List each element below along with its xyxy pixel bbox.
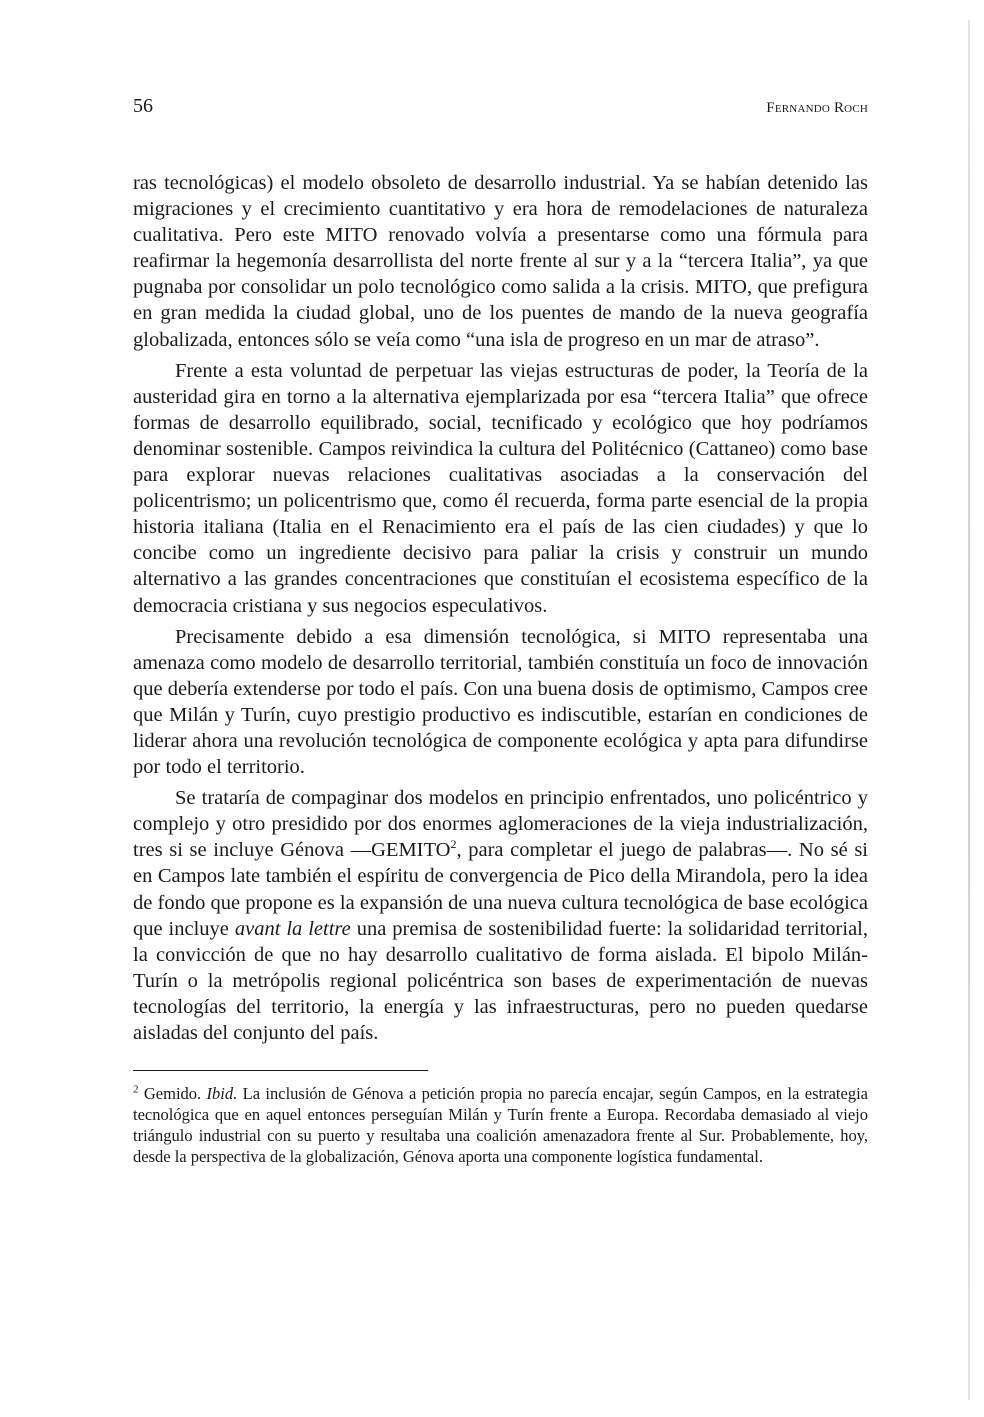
- page-edge-shadow: [968, 20, 970, 1400]
- paragraph-4-part-1: Se trataría de compaginar dos modelos en principio enfrentados, uno policéntrico y complejo y otro presidido por dos enormes aglomeraciones de la vieja industrialización, tres si se incluye Génova —GEMITO: [133, 787, 868, 862]
- paragraph-1: ras tecnológicas) el modelo obsoleto de desarrollo industrial. Ya se habían detenido las migraciones y el crecimiento cuantitativo y era hora de remodelaciones de naturaleza cualitativa. Pero este MITO renovado volvía a presentarse como una fórmula para reafirmar la hegemonía desarrollista del norte frente al sur y a la “tercera Italia”, ya que pugnaba por consolidar un polo tecnológico como salida a la crisis. MITO, que prefigura en gran medida la ciudad global, uno de los puentes de mando de la nueva geografía globalizada, entonces sólo se veía como “una isla de progreso en un mar de atraso”.: [133, 172, 868, 351]
- footnote-divider: [133, 1070, 428, 1071]
- paragraph-3: Precisamente debido a esa dimensión tecnológica, si MITO representaba una amenaza como modelo de desarrollo territorial, también constituía un foco de innovación que debería extenderse por todo el país. Con una buena dosis de optimismo, Campos cree que Milán y Turín, cuyo prestigio productivo es indiscutible, estarían en condiciones de liderar ahora una revolución tecnológica de componente ecológica y apta para difundirse por todo el territorio.: [133, 625, 868, 779]
- running-author: Fernando Roch: [766, 100, 868, 116]
- footnote-number: 2: [133, 1083, 139, 1096]
- paragraph-2: Frente a esta voluntad de perpetuar las viejas estructuras de poder, la Teoría de la austeridad gira en torno a la alternativa ejemplarizada por esa “tercera Italia” que ofrece formas de desarrollo equilibrado, social, tecnificado y ecológico que hoy podríamos denominar sostenible. Campos reivindica la cultura del Politécnico (Cattaneo) como base para explorar nuevas relaciones cualitativas asociadas a la conservación del policentrismo; un policentrismo que, como él recuerda, forma parte esencial de la propia historia italiana (Italia en el Renacimiento era el país de las cien ciudades) y que lo concibe como un ingrediente decisivo para paliar la crisis y construir un mundo alternativo a las grandes concentraciones que constituían el ecosistema específico de la democracia cristiana y sus negocios especulativos.: [133, 359, 868, 617]
- paragraph-4: [133, 785, 868, 1046]
- footnote-reference[interactable]: 2: [450, 837, 457, 852]
- running-header: [133, 95, 868, 125]
- paragraph-4-part-3: una premisa de sostenibilidad fuerte: la solidaridad territorial, la convicción de que no hay desarrollo cualitativo de forma aislada. El bipolo Milán-Turín o la metrópolis regional policéntrica son bases de experimentación de nuevas tecnologías del territorio, la energía y las infraestructuras, pero no pueden quedarse aisladas del conjunto del país.: [133, 917, 868, 1044]
- book-page: [133, 95, 868, 1167]
- paragraph-4-part-2: , para completar el juego de palabras—. No sé si en Campos late también el espíritu de convergencia de Pico della Mirandola, pero la idea de fondo que propone es la expansión de una nueva cultura tecnológica de base ecológica que incluye: [133, 839, 869, 940]
- body-text: [133, 170, 868, 1046]
- page-number: 56: [133, 95, 153, 117]
- footnote-text: La inclusión de Génova a petición propia no parecía encajar, según Campos, en la estrategia tecnológica que en aquel entonces perseguían Milán y Turín frente a Europa. Recordaba demasiado al viejo triángulo industrial con su puerto y resultaba una coalición amenazadora frente al Sur. Probablemente, hoy, desde la perspectiva de la globalización, Génova aporta una componente logística fundamental.: [133, 1084, 868, 1167]
- footnote-italic: Ibid.: [206, 1084, 238, 1104]
- paragraph-4-italic: avant la lettre: [234, 917, 351, 940]
- footnote-lead: Gemido.: [138, 1084, 207, 1104]
- footnote: [133, 1083, 868, 1167]
